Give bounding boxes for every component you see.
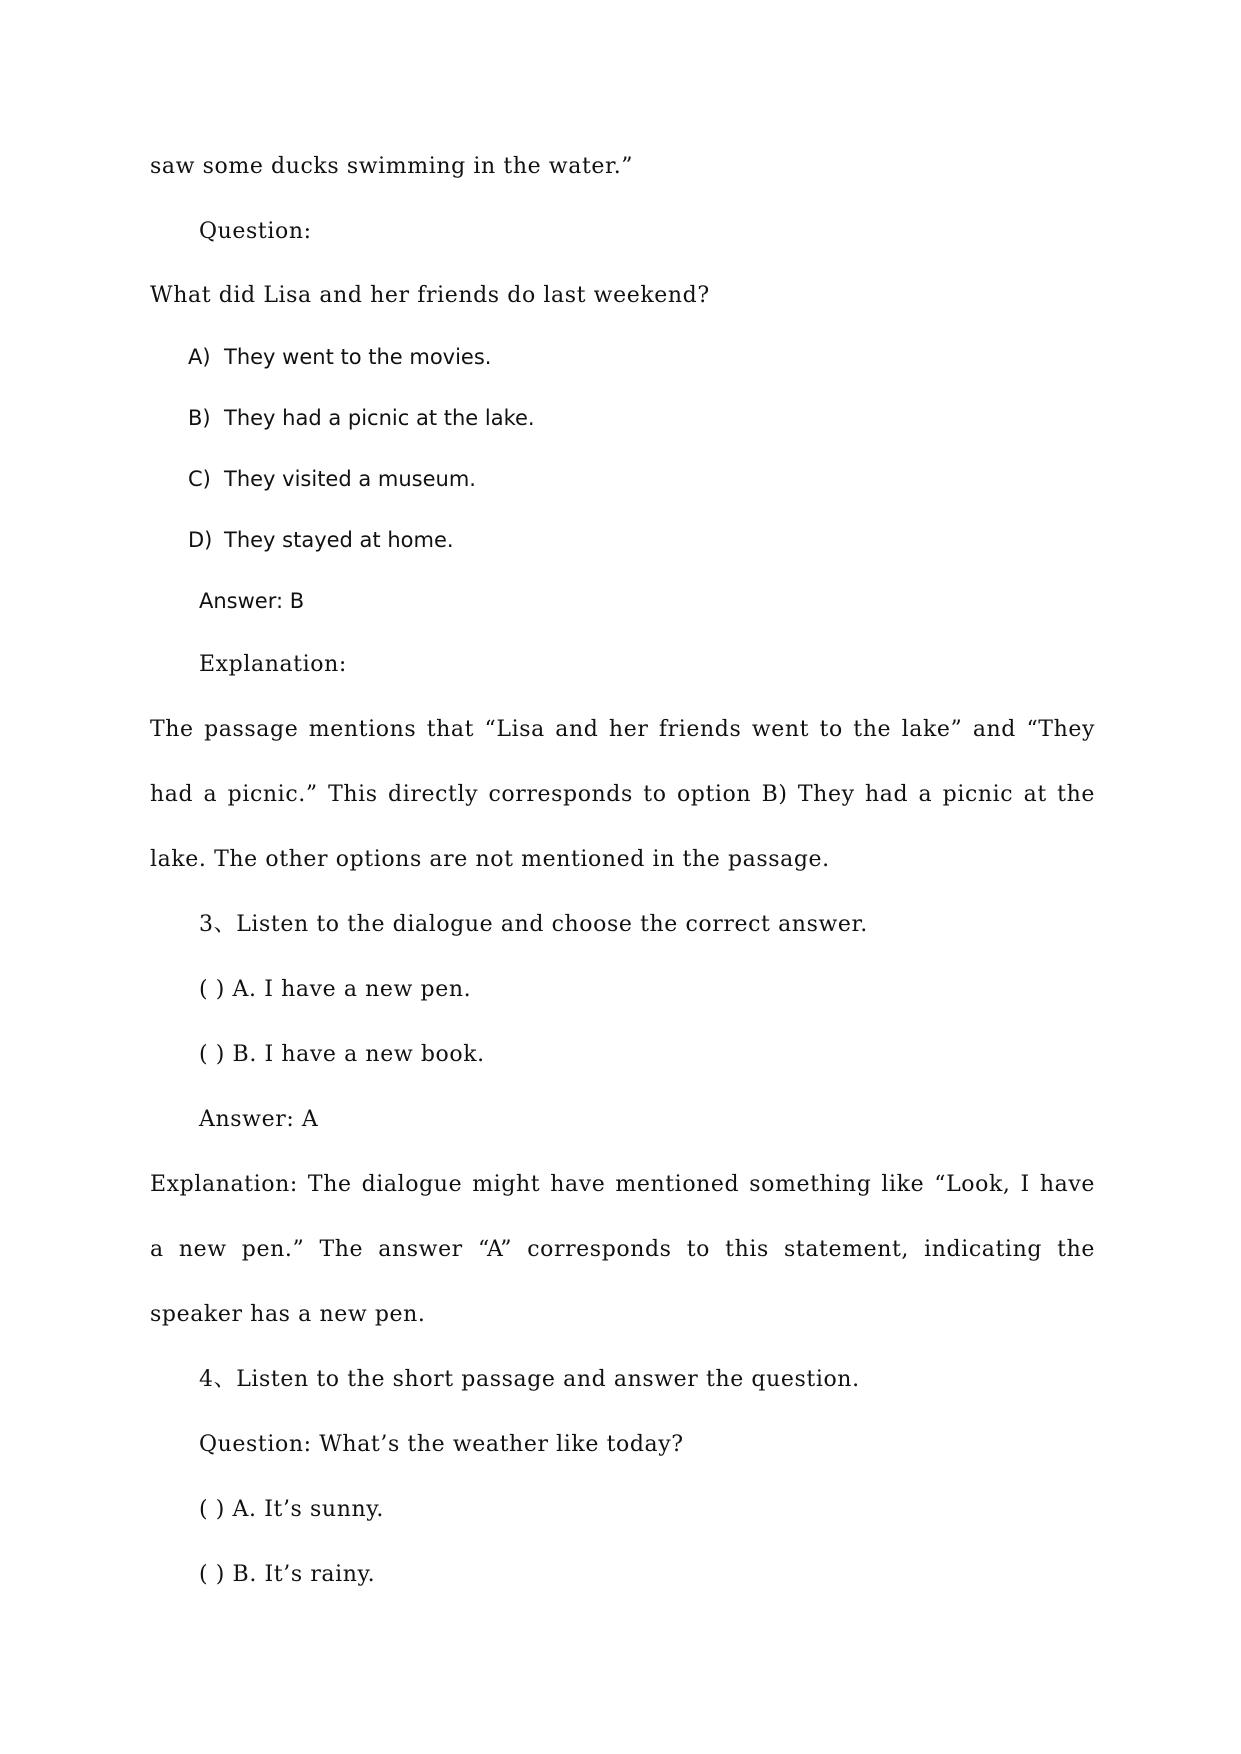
question-heading: Question:	[199, 219, 312, 244]
option-b-text: They had a picnic at the lake.	[224, 406, 535, 430]
question-3-explanation-line-3: speaker has a new pen.	[150, 1302, 426, 1327]
explanation-heading: Explanation:	[199, 652, 347, 677]
question-3-explanation-line-1: Explanation: The dialogue might have mentioned something like “Look, I have	[150, 1172, 1095, 1197]
option-b-letter: B)	[188, 406, 211, 430]
answer-line: Answer: B	[199, 589, 305, 613]
option-d-letter: D)	[188, 528, 213, 552]
option-a	[188, 347, 491, 368]
question-4-question: Question: What’s the weather like today?	[199, 1432, 684, 1457]
option-a-text: They went to the movies.	[224, 345, 492, 369]
option-c-text: They visited a museum.	[224, 467, 476, 491]
explanation-line-3: lake. The other options are not mentioned in the passage.	[150, 847, 830, 872]
question-text: What did Lisa and her friends do last weekend?	[150, 283, 710, 308]
question-3-option-a: ( ) A. I have a new pen.	[199, 977, 472, 1002]
option-d	[188, 530, 454, 551]
question-4-option-a: ( ) A. It’s sunny.	[199, 1497, 384, 1522]
question-3-explanation-line-2: a new pen.” The answer “A” corresponds to this statement, indicating the	[150, 1237, 1095, 1262]
option-a-letter: A)	[188, 345, 211, 369]
question-3-answer: Answer: A	[199, 1107, 319, 1132]
question-3-heading: 3、Listen to the dialogue and choose the correct answer.	[199, 912, 868, 937]
option-d-text: They stayed at home.	[224, 528, 454, 552]
question-4-option-b: ( ) B. It’s rainy.	[199, 1562, 376, 1587]
option-c-letter: C)	[188, 467, 211, 491]
explanation-line-2: had a picnic.” This directly corresponds to option B) They had a picnic at the	[150, 782, 1095, 807]
question-3-option-b: ( ) B. I have a new book.	[199, 1042, 485, 1067]
explanation-line-1: The passage mentions that “Lisa and her friends went to the lake” and “They	[150, 717, 1095, 742]
passage-ending-line: saw some ducks swimming in the water.”	[150, 154, 634, 179]
option-c	[188, 469, 476, 490]
question-4-heading: 4、Listen to the short passage and answer the question.	[199, 1367, 860, 1392]
option-b	[188, 408, 535, 429]
